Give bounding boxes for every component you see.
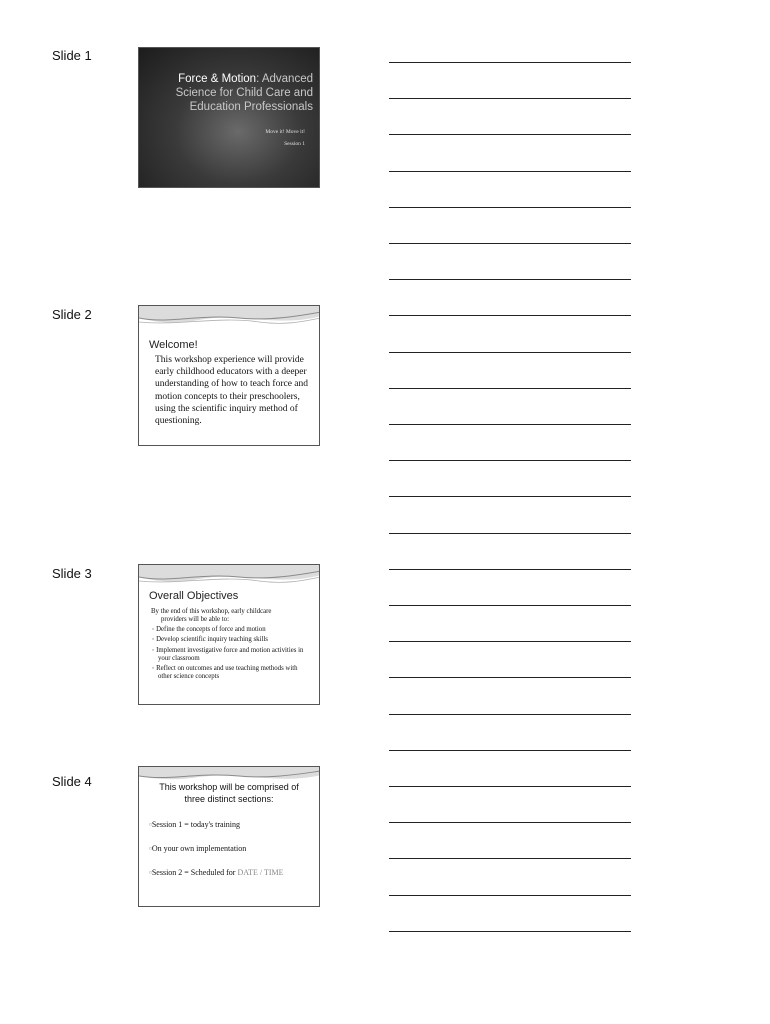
- slide-3-lead-line-2: providers will be able to:: [161, 616, 229, 624]
- slide-2-heading: Welcome!: [149, 339, 198, 351]
- slide-1-title-rest: : Advanced Science for Child Care and Education Professionals: [175, 73, 313, 113]
- slide-3-heading: Overall Objectives: [149, 590, 239, 602]
- bullet-icon: ▫: [152, 636, 155, 644]
- slide-3-thumbnail: [138, 564, 320, 705]
- slide-1-thumbnail: [138, 47, 320, 188]
- bullet-icon: ▫: [152, 646, 155, 654]
- note-line: [389, 98, 631, 99]
- slide-2-body: This workshop experience will provide early childhood educators with a deeper understanding of how to teach force and motion concepts to their preschoolers, using the scientific inquiry method of questioning.: [155, 355, 309, 427]
- note-line: [389, 569, 631, 570]
- note-line: [389, 460, 631, 461]
- note-line: [389, 243, 631, 244]
- note-line: [389, 424, 631, 425]
- list-item: ▫ Implement investigative force and motion activities in your classroom: [152, 646, 304, 662]
- slide-4-heading-line-1: This workshop will be comprised of: [159, 782, 299, 792]
- bullet-icon: ▫: [149, 868, 152, 877]
- bullet-icon: ▫: [149, 820, 152, 829]
- slide-4-item-3: ▫Session 2 = Scheduled for DATE / TIME: [149, 868, 284, 877]
- slide-3-swoosh: [139, 565, 320, 589]
- note-line: [389, 750, 631, 751]
- note-line: [389, 352, 631, 353]
- list-item: ▫ Reflect on outcomes and use teaching methods with other science concepts: [152, 665, 298, 681]
- note-line: [389, 641, 631, 642]
- note-line: [389, 858, 631, 859]
- slide-2-label: Slide 2: [52, 307, 92, 322]
- slide-4-item-2: ▫On your own implementation: [149, 844, 247, 853]
- slide-2-thumbnail: [138, 305, 320, 446]
- slide-3-lead: [151, 608, 313, 625]
- slide-1-session: Session 1: [284, 141, 305, 147]
- note-line: [389, 895, 631, 896]
- note-line: [389, 931, 631, 932]
- slide-1-label: Slide 1: [52, 48, 92, 63]
- note-line: [389, 62, 631, 63]
- slide-4-heading-line-2: three distinct sections:: [184, 794, 274, 804]
- list-item: ▫ Define the concepts of force and motion: [152, 626, 266, 633]
- note-line: [389, 388, 631, 389]
- slide-1-title: [169, 72, 313, 114]
- slide-3-label: Slide 3: [52, 566, 92, 581]
- note-line: [389, 207, 631, 208]
- note-line: [389, 714, 631, 715]
- slide-2-swoosh: [139, 306, 320, 330]
- slide-1-subtitle: Move it! Move it!: [265, 129, 305, 135]
- note-line: [389, 533, 631, 534]
- slide-4-item-1: ▫Session 1 = today's training: [149, 820, 241, 829]
- note-line: [389, 677, 631, 678]
- note-line: [389, 822, 631, 823]
- note-line: [389, 315, 631, 316]
- bullet-icon: ▫: [149, 844, 152, 853]
- slide-4-date-placeholder: DATE / TIME: [237, 868, 284, 877]
- slide-4-heading: [149, 781, 309, 805]
- note-line: [389, 496, 631, 497]
- note-line: [389, 171, 631, 172]
- note-line: [389, 279, 631, 280]
- note-line: [389, 134, 631, 135]
- slide-4-label: Slide 4: [52, 774, 92, 789]
- slide-3-lead-line-1: By the end of this workshop, early childcare: [151, 608, 272, 615]
- slide-1-title-highlight: Force & Motion: [178, 73, 257, 85]
- slide-4-thumbnail: [138, 766, 320, 907]
- bullet-icon: ▫: [152, 665, 155, 673]
- note-line: [389, 786, 631, 787]
- list-item: ▫ Develop scientific inquiry teaching skills: [152, 636, 268, 644]
- slide-3-objectives-list: [151, 626, 313, 684]
- bullet-icon: ▫: [152, 626, 155, 633]
- note-line: [389, 605, 631, 606]
